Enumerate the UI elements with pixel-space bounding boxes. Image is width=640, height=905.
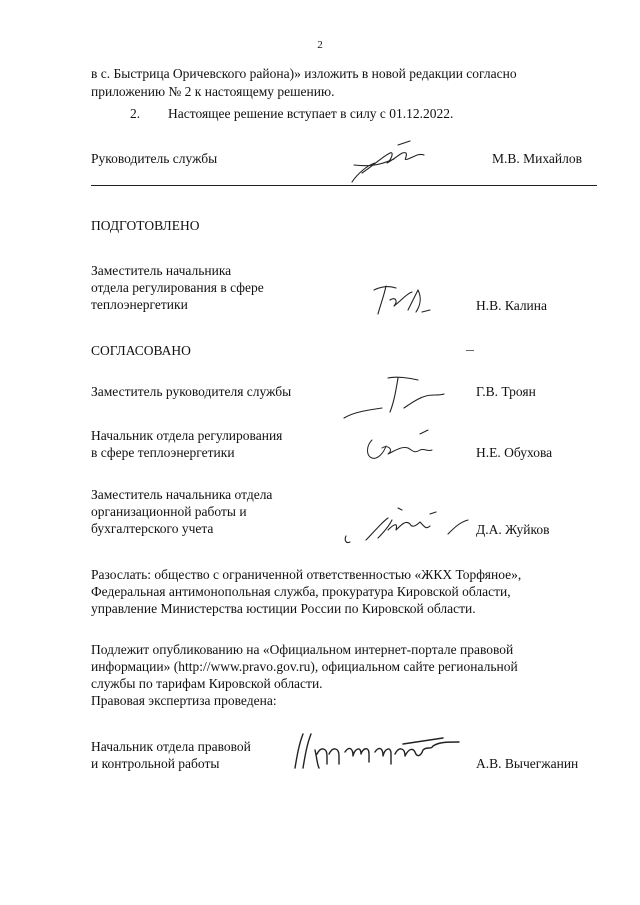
clause-text: Настоящее решение вступает в силу с 01.12.2022. [168, 106, 454, 121]
intro-line-2: приложению № 2 к настоящему решению. [91, 84, 335, 99]
clause-number: 2. [130, 106, 141, 121]
head-position: Руководитель службы [91, 151, 218, 166]
position-line: и контрольной работы [91, 756, 220, 771]
position-line: Начальник отдела регулирования [91, 428, 283, 443]
agreed-heading: СОГЛАСОВАНО [91, 343, 191, 358]
distribution-line: Разослать: общество с ограниченной ответственностью «ЖКХ Торфяное», [91, 567, 522, 582]
position-line: отдела регулирования в сфере [91, 280, 264, 295]
intro-line-1: в с. Быстрица Оричевского района)» изложить в новой редакции согласно [91, 66, 517, 81]
legal-name: А.В. Вычегжанин [476, 756, 579, 771]
publication-line: Подлежит опубликованию на «Официальном интернет-портале правовой [91, 642, 514, 657]
position-line: бухгалтерского учета [91, 521, 214, 536]
agreed-signature-1-icon [338, 368, 458, 423]
prepared-signature-icon [368, 276, 448, 321]
distribution [91, 566, 597, 617]
position-line: организационной работы и [91, 504, 247, 519]
head-signature-icon [340, 135, 440, 190]
prepared-position [91, 262, 264, 313]
agreed-signature-3-icon [338, 500, 474, 550]
stray-mark [466, 350, 474, 351]
legal-position [91, 738, 251, 772]
position-line: в сфере теплоэнергетики [91, 445, 235, 460]
prepared-name: Н.В. Калина [476, 298, 547, 313]
publication-line: информации» (http://www.pravo.gov.ru), официальном сайте региональной [91, 659, 518, 674]
agreed-position-2 [91, 427, 282, 461]
head-name: М.В. Михайлов [492, 151, 583, 166]
agreed-position-1: Заместитель руководителя службы [91, 384, 292, 399]
legal-signature-icon [283, 728, 468, 776]
position-line: Начальник отдела правовой [91, 739, 251, 754]
agreed-name-3: Д.А. Жуйков [476, 522, 550, 537]
agreed-name-2: Н.Е. Обухова [476, 445, 553, 460]
position-line: Заместитель начальника отдела [91, 487, 273, 502]
distribution-line: Федеральная антимонопольная служба, прокуратура Кировской области, [91, 584, 511, 599]
separator-line [91, 185, 597, 186]
position-line: Заместитель начальника [91, 263, 232, 278]
agreed-signature-2-icon [358, 422, 448, 467]
agreed-position-3 [91, 486, 272, 537]
publication-line: службы по тарифам Кировской области. [91, 676, 323, 691]
agreed-name-1: Г.В. Троян [476, 384, 536, 399]
publication [91, 641, 597, 709]
prepared-heading: ПОДГОТОВЛЕНО [91, 218, 200, 233]
position-line: теплоэнергетики [91, 297, 188, 312]
distribution-line: управление Министерства юстиции России по Кировской области. [91, 601, 476, 616]
page-number: 2 [317, 39, 323, 51]
expertise-note: Правовая экспертиза проведена: [91, 693, 277, 708]
